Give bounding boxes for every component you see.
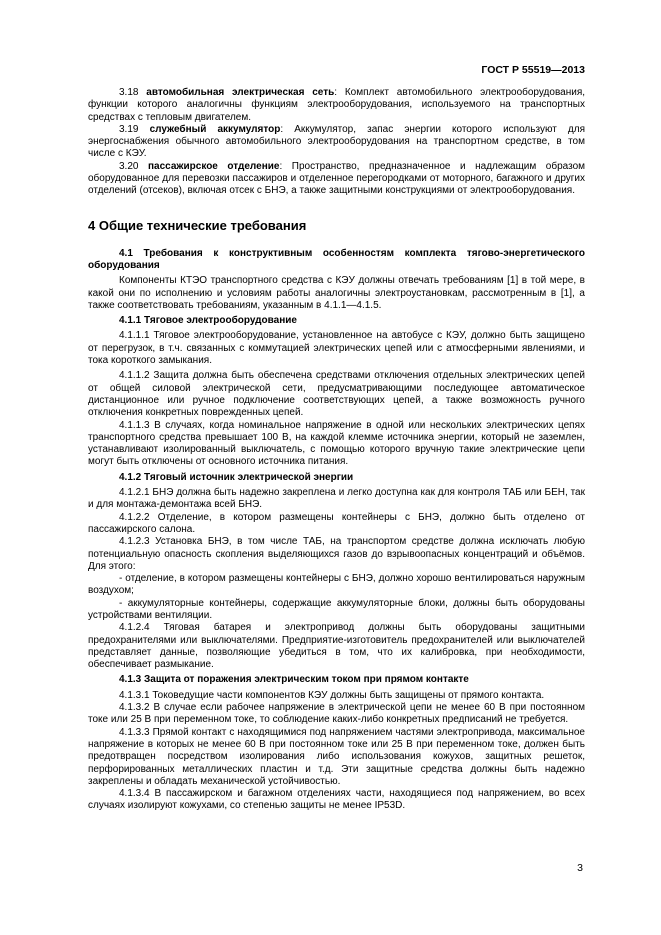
term-name: служебный аккумулятор	[149, 123, 281, 135]
paragraph: 4.1.2.4 Тяговая батарея и электропривод должны быть оборудованы защитными предохранителями или выключателями. Предприятие-изготовитель предохранителей или выключателей представляет данные, позволяющие убедиться в том, что их калибровка, при необходимости, обеспечивает размыкание.	[88, 622, 585, 671]
section-4-heading: 4 Общие технические требования	[88, 217, 307, 233]
paragraph: 4.1.3.3 Прямой контакт с находящимися под напряжением частями электропривода, максимальное напряжение в которых не менее 60 В при постоянном токе или 25 В при переменном токе, должен быть предотвращен посредством изолирования либо использования кожухов, защитных решеток, перфорированных металлических пластин и т.д. Эти защитные средства должны быть надежно закреплены и обладать механической устойчивостью.	[88, 726, 585, 787]
paragraph: 4.1.3.4 В пассажирском и багажном отделениях части, находящиеся под напряжением, во всех случаях изолируют кожухами, со степенью защиты не менее IP53D.	[88, 788, 585, 812]
paragraph: 4.1.1.3 В случаях, когда номинальное напряжение в одной или нескольких электрических цепях транспортного средства превышает 100 В, на каждой клемме источника энергии, который не заземлен, устанавливают изолированный выключатель, с помощью которого вручную такие электрические цепи могут быть отключены от основного источника питания.	[88, 419, 585, 468]
subsection-4-1-2-heading: 4.1.2 Тяговый источник электрической энергии	[119, 471, 354, 483]
term-3-18: 3.18 автомобильная электрическая сеть: Комплект автомобильного электрооборудования, функции которого аналогичны функциям электрооборудования, используемого на транспортных средствах с тепловым двигателем.	[88, 87, 586, 123]
term-name: автомобильная электрическая сеть	[146, 87, 335, 98]
term-3-19: 3.19 служебный аккумулятор: Аккумулятор, запас энергии которого используют для энергоснабжения обычного автомобильного электрооборудования на транспортном средстве, в том числе с КЭУ.	[88, 123, 585, 160]
paragraph: 4.1.2.3 Установка БНЭ, в том числе ТАБ, на транспортом средстве должна исключать любую потенциальную опасность скопления выделяющихся газов до взрывоопасных концентраций и объёмов. Для этого:	[88, 536, 585, 572]
subsection-4-1-1-heading: 4.1.1 Тяговое электрооборудование	[119, 315, 297, 327]
paragraph: 4.1.1.1 Тяговое электрооборудование, установленное на автобусе с КЭУ, должно быть защищено от перегрузок, в т.ч. связанных с коммутацией электрических цепей или с атмосферными явлениями, и тока короткого замыкания.	[88, 330, 585, 367]
list-item: - отделение, в котором размещены контейнеры с БНЭ, должно хорошо вентилироваться наружным воздухом;	[88, 573, 585, 597]
document-id: ГОСТ Р 55519—2013	[481, 64, 585, 76]
paragraph: 4.1.2.1 БНЭ должна быть надежно закреплена и легко доступна как для контроля ТАБ или БЕН, так и для монтажа-демонтажа всей БНЭ.	[88, 487, 585, 511]
page-number: 3	[577, 862, 583, 874]
paragraph: 4.1.1.2 Защита должна быть обеспечена средствами отключения отдельных электрических цепей от общей силовой электрической сети, предусматривающими последующее автоматическое дистанционное или ручное подключение соответствующих цепей, а также возможность ручного отключения конкретных поврежденных цепей.	[88, 370, 585, 419]
paragraph: 4.1.3.2 В случае если рабочее напряжение в электрической цепи не менее 60 В при постоянном токе или 25 В при переменном токе, то соблюдение каких-либо конкретных предписаний не требуется.	[88, 702, 585, 726]
subsection-4-1-3-heading: 4.1.3 Защита от поражения электрическим током при прямом контакте	[119, 674, 469, 686]
document-body	[88, 87, 585, 813]
term-3-20: 3.20 пассажирское отделение: Пространство, предназначенное и надлежащим образом оборудованное для перевозки пассажиров и отделенное перегородками от моторного, багажного и других отделений (отсеков), включая отсек с БНЭ, а также защитными конструкциями от электрооборудования.	[88, 160, 586, 197]
paragraph: 4.1.2.2 Отделение, в котором размещены контейнеры с БНЭ, должно быть отделено от пассажирского салона.	[88, 511, 585, 535]
list-item: - аккумуляторные контейнеры, содержащие аккумуляторные блоки, должны быть оборудованы устройствами вентиляции.	[88, 597, 585, 621]
subsection-4-1-heading: 4.1 Требования к конструктивным особенностям комплекта тягово-энергетического оборудования	[88, 247, 585, 271]
paragraph: Компоненты КТЭО транспортного средства с КЭУ должны отвечать требованиям [1] в той мере, в какой они по исполнению и условиям работы аналогичны электроустановкам, рассмотренным в [1], а также соответствовать требованиям, указанным в 4.1.1—4.1.5.	[88, 275, 585, 311]
term-name: пассажирское отделение	[148, 160, 280, 172]
paragraph: 4.1.3.1 Токоведущие части компонентов КЭУ должны быть защищены от прямого контакта.	[119, 689, 545, 701]
